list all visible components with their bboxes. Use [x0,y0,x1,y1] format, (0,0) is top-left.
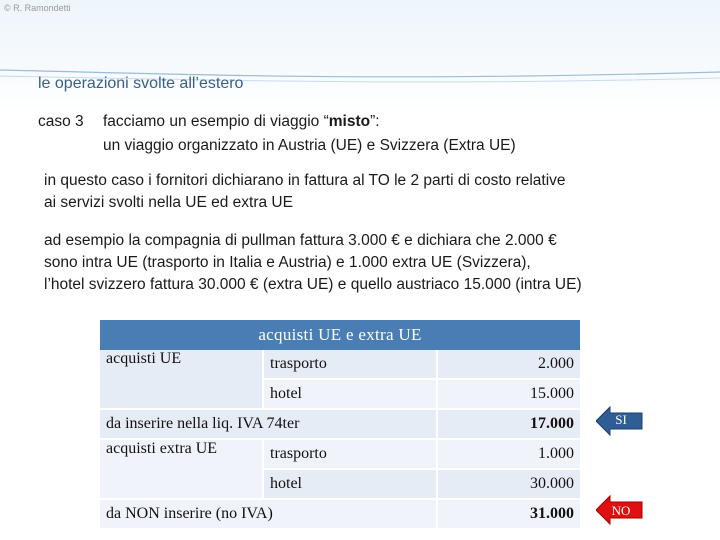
copyright-text: © R. Ramondetti [4,3,71,13]
extra-item-hotel: hotel [263,469,437,499]
paragraph-suppliers-line2: ai servizi svolti nella UE ed extra UE [44,194,293,211]
slide-title: le operazioni svolte all’estero [38,75,244,92]
ue-item-hotel: hotel [263,379,437,409]
purchases-table [100,320,580,530]
case-line1-bold: misto [328,113,371,130]
case-description-line1 [103,111,380,133]
extra-group-label: acquisti extra UE [100,439,263,499]
extra-value-transport: 1.000 [437,439,580,469]
yes-tag-label: SI [615,412,627,427]
table-row [100,439,580,469]
table-row [100,499,580,529]
extra-total-label: da NON inserire (no IVA) [100,499,437,529]
ue-group-label: acquisti UE [100,350,263,409]
extra-item-transport: trasporto [263,439,437,469]
ue-total-value: 17.000 [437,409,580,439]
table-header: acquisti UE e extra UE [100,320,580,350]
paragraph-example-line1: ad esempio la compagnia di pullman fattura 3.000 € e dichiara che 2.000 € [44,232,557,249]
case-line1-before: facciamo un esempio di viaggio “ [103,113,329,130]
extra-value-hotel: 30.000 [437,469,580,499]
table-row [100,350,580,379]
ue-item-transport: trasporto [263,350,437,379]
case-description-line2: un viaggio organizzato in Austria (UE) e Svizzera (Extra UE) [103,137,516,154]
paragraph-example [44,230,582,296]
paragraph-suppliers [44,170,566,214]
table-row [100,409,580,439]
yes-arrow-tag [596,405,646,437]
ue-value-hotel: 15.000 [437,379,580,409]
ue-total-label: da inserire nella liq. IVA 74ter [100,409,437,439]
paragraph-example-line2: sono intra UE (trasporto in Italia e Austria) e 1.000 extra UE (Svizzera), [44,254,531,271]
ue-value-transport: 2.000 [437,350,580,379]
paragraph-suppliers-line1: in questo caso i fornitori dichiarano in fattura al TO le 2 parti di costo relative [44,172,566,189]
extra-total-value: 31.000 [437,499,580,529]
case-line1-after: ”: [370,113,380,130]
paragraph-example-line3: l’hotel svizzero fattura 30.000 € (extra UE) e quello austriaco 15.000 (intra UE) [44,276,582,293]
no-arrow-tag [596,494,646,526]
case-label: caso 3 [38,113,84,130]
no-tag-label: NO [611,503,631,518]
